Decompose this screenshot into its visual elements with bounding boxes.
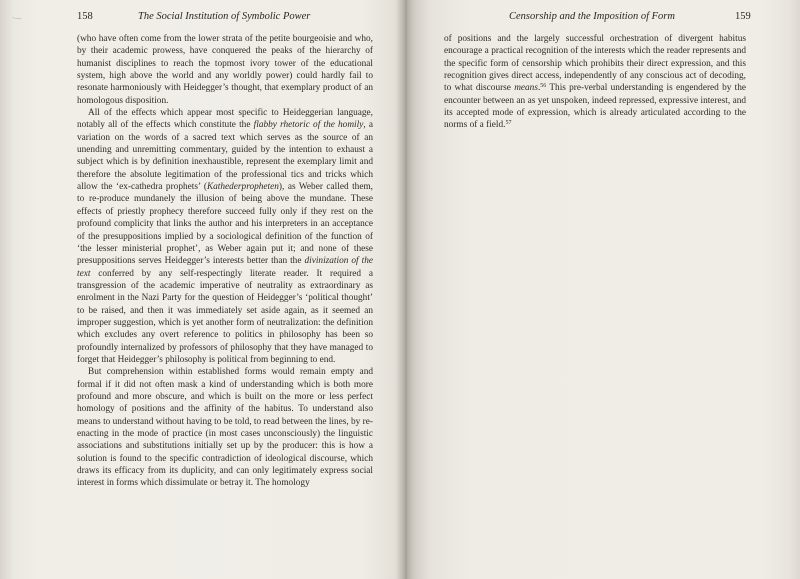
right-page-body [444, 33, 746, 132]
text-run: of positions and the largely successful orchestration of divergent habitus encourage a practical recognition of the interests which the reader represents and the specific form of censorship which prohibits their direct expression, and this recognition gives direct access, independently of any conscious act of decoding, to what discourse [444, 34, 746, 94]
footnote-ref: 56 [540, 83, 547, 90]
text-run: conferred by any self-respectingly literate reader. It required a transgression of the academic imperative of neutrality as extraordinary as enrolment in the Nazi Party for the question of Heidegger’s ‘political thought’ to be raised, and then it was immediately set aside again, as it seemed an improper suggestion, which is yet another form of neutralization: the definition which excludes any overt reference to politics in philosophy has been so profoundly internalized by professors of philosophy that they have managed to forget that Heidegger’s philosophy is political from beginning to end. [77, 268, 373, 365]
left-page-body [77, 33, 373, 490]
paragraph [77, 33, 373, 107]
right-page [400, 0, 800, 579]
italic-text: Kathederpropheten [206, 182, 279, 193]
text-run: All of the effects which appear most specific to Heideggerian language, notably all of the effects which constitute the [77, 108, 373, 131]
paragraph [77, 366, 373, 489]
italic-text: divinization of the text [77, 256, 374, 279]
left-running-head: The Social Institution of Symbolic Power [138, 11, 311, 22]
right-running-head: Censorship and the Imposition of Form [509, 11, 675, 22]
text-run: (who have often come from the lower strata of the petite bourgeoisie and who, by their academic prowess, have conquered the peaks of the hierarchy of humanist disciplines to reach the topmost ivory tower of the educational system, high above the world and any worldly power) could hardly fail to resonate harmoniously with Heidegger’s thought, that exemplary product of an homologous disposition. [77, 34, 373, 106]
paragraph [77, 107, 373, 366]
text-run: , a variation on the words of a sacred text which serves as the source of an unending and unremitting commentary, guided by the intention to exhaust a subject which is by definition inexhaustible, represent the exemplary limit and therefore the absolute legitimation of the professional tics and tricks which allow the ‘ex-cathedra prophets’ ( [77, 120, 373, 193]
text-run: This pre-verbal understanding is engendered by the encounter between an as yet unspoken, indeed repressed, expressive interest, and its accepted mode of expression, which is already articulated according to the norms of a field. [444, 83, 746, 131]
right-page-header [444, 10, 774, 24]
margin-mark: ·— [12, 14, 22, 22]
italic-text: flabby rhetoric of the homily [253, 120, 364, 131]
paragraph [444, 33, 746, 132]
right-page-number: 159 [735, 11, 751, 22]
footnote-ref: 57 [505, 120, 512, 127]
text-run: . [537, 83, 541, 94]
text-run: ), as Weber called them, to re-produce mundanely the illusion of being above the mundane. These effects of priestly prophecy therefore succeed fully only if they rest on the profound complicity that links the author and his interpreters in an acceptance of the presuppositions implied by a sociological definition of the function of ‘the lesser ministerial prophet’, as Weber again put it; and none of these presuppositions serves Heidegger’s interests better than the [77, 182, 373, 267]
italic-text: means [514, 83, 538, 94]
text-run: But comprehension within established forms would remain empty and formal if it did not often mask a kind of understanding which is both more profound and more obscure, and which is built on the more or less perfect homology of positions and the affinity of the habitus. To understand also means to understand without having to be told, to read between the lines, by re-enacting in the mode of practice (in most cases unconsciously) the linguistic associations and substitutions initially set up by the producer: this is how a solution is found to the specific contradiction of ideological discourse, which draws its efficacy from its duplicity, and can only legitimately express social interest in forms which dissimulate or betray it. The homology [77, 367, 373, 489]
left-page-header [77, 10, 377, 24]
left-page-number: 158 [77, 11, 93, 22]
